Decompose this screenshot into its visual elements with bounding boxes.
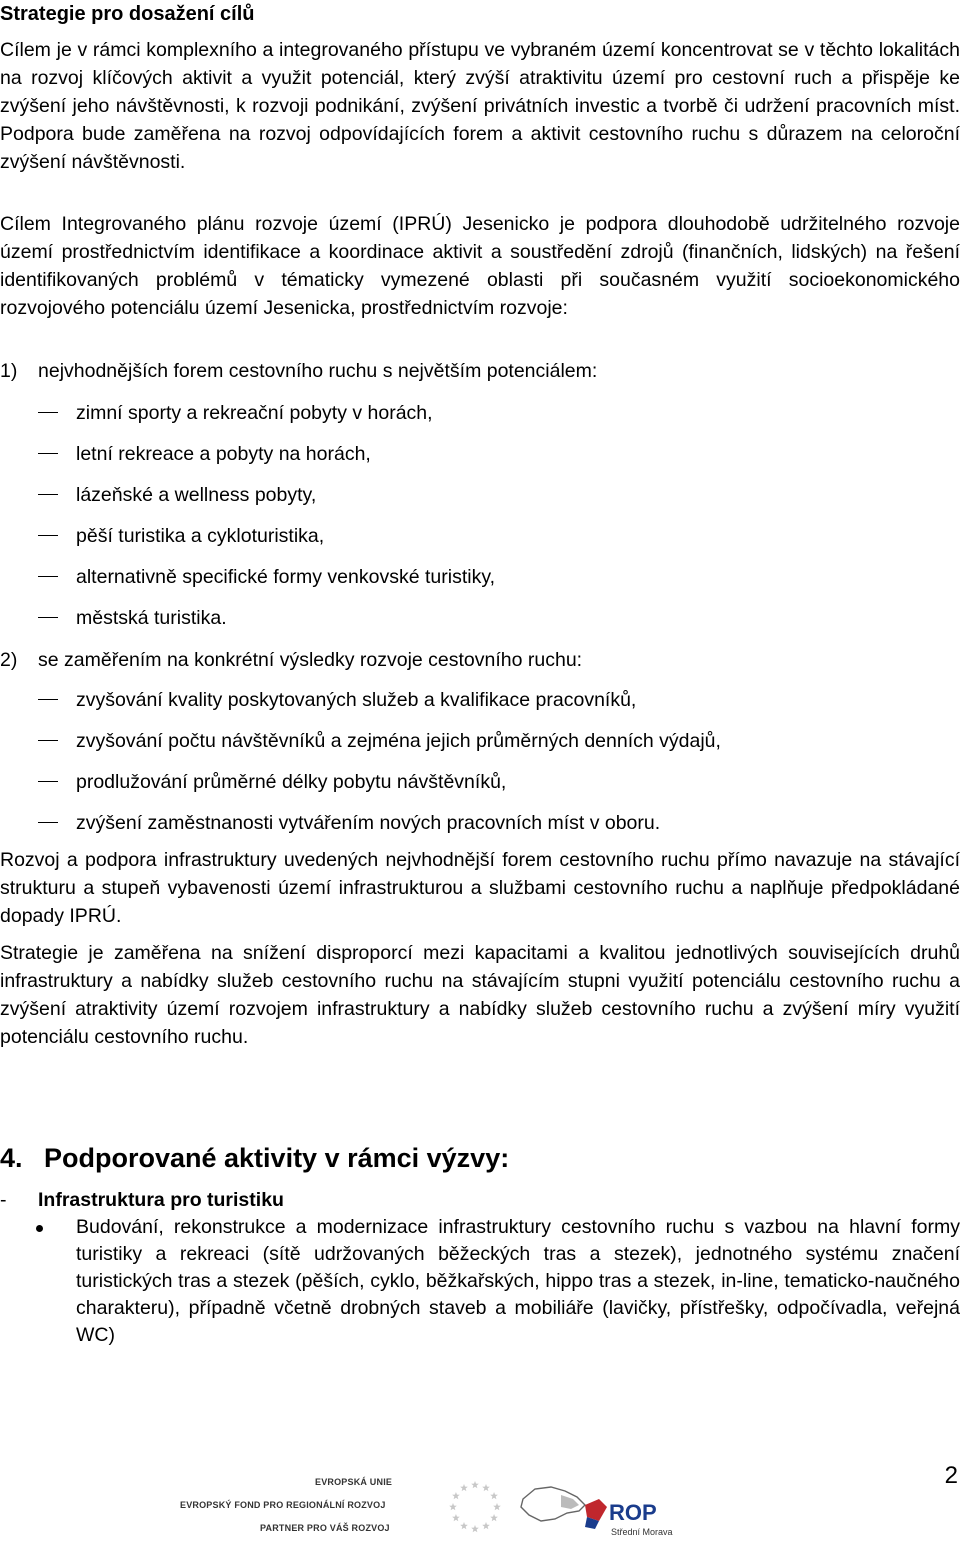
list-item-text: zvyšování počtu návštěvníků a zejména jejich průměrných denních výdajů, (76, 730, 721, 752)
section-heading-strategy: Strategie pro dosažení cílů (0, 3, 255, 25)
eu-star-icon (482, 1522, 490, 1529)
rop-logo-icon (515, 1477, 673, 1539)
numbered-item-1-number: 1) (0, 360, 18, 382)
list-item-text: zimní sporty a rekreační pobyty v horách, (76, 402, 433, 424)
paragraph-infrastructure: Rozvoj a podpora infrastruktury uvedených nejvhodnější forem cestovního ruchu přímo navazuje na stávající strukturu a stupeň vybavenosti území infrastrukturou a službami cestovního ruchu a naplňuje předpokládané dopady IPRÚ. (0, 849, 960, 927)
eu-star-icon (482, 1484, 490, 1491)
eu-stars-logo-icon (445, 1477, 505, 1537)
fund-label: EVROPSKÝ FOND PRO REGIONÁLNÍ ROZVOJ (180, 1500, 386, 1510)
dash-bullet-icon (38, 822, 58, 823)
subheading-dash: - (0, 1189, 7, 1211)
eu-star-icon (449, 1503, 457, 1510)
section-title: Podporované aktivity v rámci výzvy: (44, 1143, 510, 1173)
numbered-item-2-number: 2) (0, 649, 18, 671)
rop-sub-label: Střední Morava (611, 1527, 673, 1537)
paragraph-ipru: Cílem Integrovaného plánu rozvoje území (IPRÚ) Jesenicko je podpora dlouhodobě udržitelného rozvoje území prostřednictvím identifikace a koordinace aktivit a soustředění zdrojů (finančních, lidských) na řešení identifikovaných problémů v tématicky vymezené oblasti při současném využití socioekonomického rozvojového potenciálu území Jesenicka, prostřednictvím rozvoje: (0, 213, 960, 319)
dash-bullet-icon (38, 494, 58, 495)
eu-star-icon (471, 1481, 479, 1488)
dash-bullet-icon (38, 699, 58, 700)
page-number: 2 (944, 1462, 958, 1489)
paragraph-goal: Cílem je v rámci komplexního a integrovaného přístupu ve vybraném území koncentrovat se v těchto lokalitách na rozvoj klíčových aktivit a využit potenciál, který zvýší atraktivitu území pro cestovní ruch a přispěje ke zvýšení jeho návštěvnosti, k rozvoji podnikání, zvýšení privátních investic a tvorbě či udržení pracovních míst. Podpora bude zaměřena na rozvoj odpovídajících forem a aktivit cestovního ruchu s důrazem na celoroční zvýšení návštěvnosti. (0, 39, 960, 173)
list-item-text: alternativně specifické formy venkovské turistiky, (76, 566, 496, 588)
section-heading-supported-activities (0, 1138, 509, 1178)
subheading-text: Infrastruktura pro turistiku (38, 1189, 284, 1211)
partner-label: PARTNER PRO VÁŠ ROZVOJ (260, 1523, 390, 1533)
eu-star-icon (460, 1484, 468, 1491)
section-number: 4. (0, 1143, 23, 1173)
dash-bullet-icon (38, 781, 58, 782)
eu-star-icon (452, 1514, 460, 1521)
list-item-text: městská turistika. (76, 607, 227, 629)
bullet-item-text: Budování, rekonstrukce a modernizace infrastruktury cestovního ruchu s vazbou na hlavní formy turistiky a rekreaci (sítě udržovaných běžeckých tras a stezek), jednotného systému značení turistických tras a stezek (pěších, cyklo, běžkařských, hippo tras a stezek, in-line, tematicko-naučného charakteru), případně včetně drobných staveb a mobiliáře (lavičky, přístřešky, odpočívadla, veřejná WC) (76, 1216, 960, 1346)
dash-bullet-icon (38, 412, 58, 413)
numbered-item-2-text: se zaměřením na konkrétní výsledky rozvoje cestovního ruchu: (38, 649, 583, 671)
numbered-item-1-text: nejvhodnějších forem cestovního ruchu s největším potenciálem: (38, 360, 598, 382)
eu-star-icon (490, 1514, 498, 1521)
list-item-text: pěší turistika a cykloturistika, (76, 525, 325, 547)
list-item-text: lázeňské a wellness pobyty, (76, 484, 317, 506)
list-item-text: letní rekreace a pobyty na horách, (76, 443, 371, 465)
dash-bullet-icon (38, 740, 58, 741)
dash-bullet-icon (38, 535, 58, 536)
eu-star-icon (493, 1503, 501, 1510)
eu-star-icon (490, 1492, 498, 1499)
paragraph-strategy-focus: Strategie je zaměřena na snížení disproporcí mezi kapacitami a kvalitou jednotlivých souvisejících druhů infrastruktury a nabídky služeb cestovního ruchu na stávajícím stupni využití potenciálu cestovního ruchu a zvýšení atraktivity území rozvojem infrastruktury a nabídky služeb cestovního ruchu a zvýšení míry využití potenciálu cestovního ruchu. (0, 942, 960, 1048)
eu-star-icon (471, 1525, 479, 1532)
eu-star-icon (452, 1492, 460, 1499)
footer-logos (175, 1475, 673, 1540)
eu-label: EVROPSKÁ UNIE (315, 1477, 393, 1487)
subheading-tourism-infrastructure (0, 1186, 284, 1214)
bullet-dot-icon (36, 1225, 43, 1232)
rop-label: ROP (609, 1500, 657, 1525)
eu-star-icon (460, 1522, 468, 1529)
list-item-text: zvyšování kvality poskytovaných služeb a kvalifikace pracovníků, (76, 689, 637, 711)
dash-bullet-icon (38, 453, 58, 454)
dash-bullet-icon (38, 576, 58, 577)
dash-bullet-icon (38, 617, 58, 618)
list-item-text: zvýšení zaměstnanosti vytvářením nových pracovních míst v oboru. (76, 812, 661, 834)
list-item-text: prodlužování průměrné délky pobytu návštěvníků, (76, 771, 507, 793)
